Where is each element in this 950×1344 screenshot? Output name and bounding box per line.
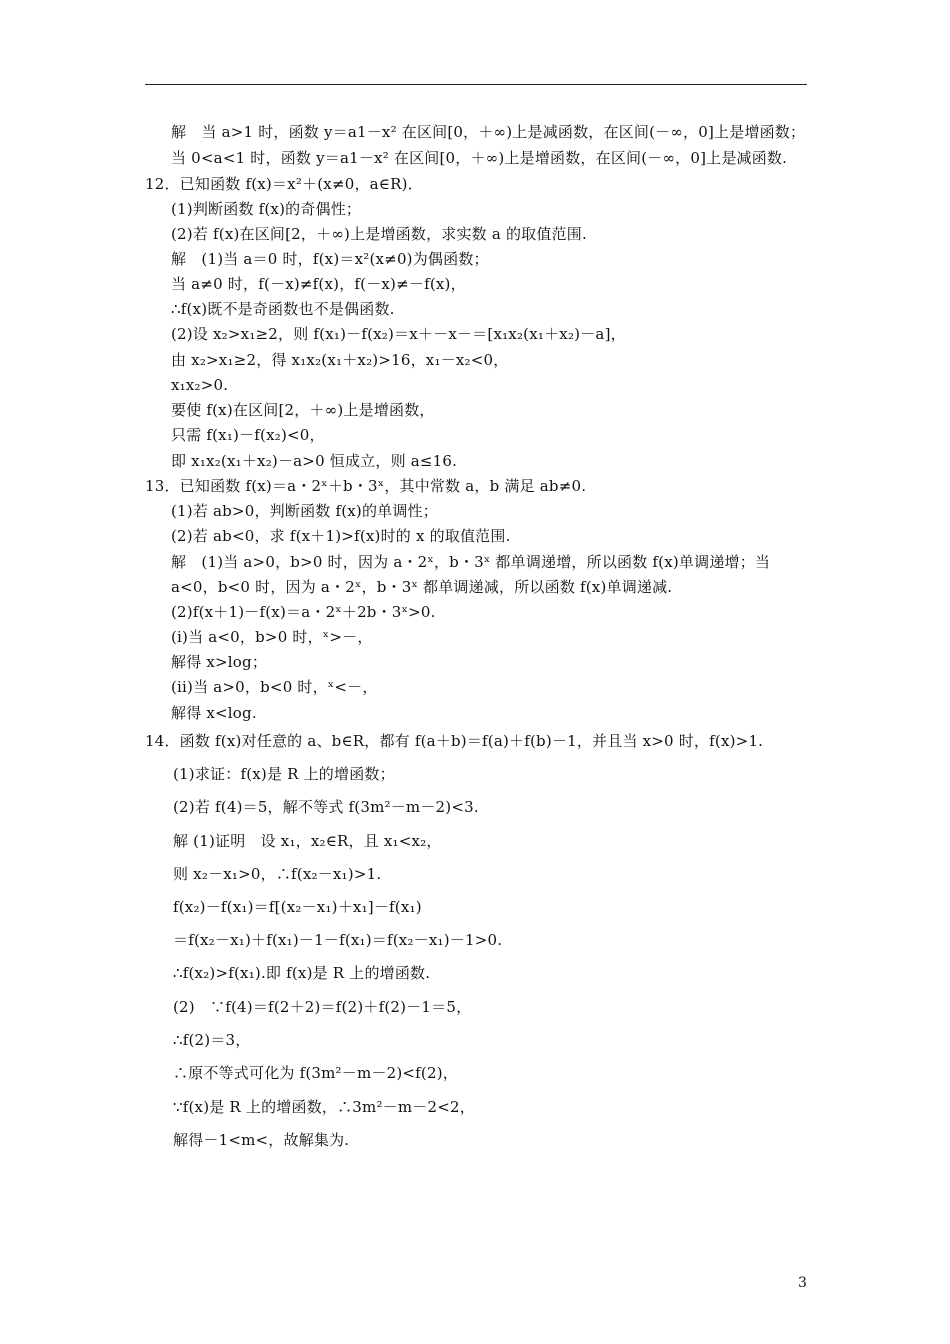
text-line: 解 (1)当 a＝0 时，f(x)＝x²(x≠0)为偶函数； xyxy=(171,250,489,268)
text-line: (1)判断函数 f(x)的奇偶性； xyxy=(171,200,362,218)
text-line: 要使 f(x)在区间[2，＋∞)上是增函数， xyxy=(171,401,435,419)
text-line: 解得－1<m<，故解集为. xyxy=(173,1131,350,1149)
text-line: ＝f(x₂－x₁)＋f(x₁)－1－f(x₁)＝f(x₂－x₁)－1>0. xyxy=(173,931,503,949)
text-line: ∵f(x)是 R 上的增函数，∴3m²－m－2<2， xyxy=(173,1098,475,1116)
text-line: (1)若 ab>0，判断函数 f(x)的单调性； xyxy=(171,502,438,520)
text-line: ∴f(x₂)>f(x₁).即 f(x)是 R 上的增函数. xyxy=(173,964,431,982)
text-line: 解得 x<log. xyxy=(171,704,257,722)
problem-heading: 12．已知函数 f(x)＝x²＋(x≠0，a∈R)． xyxy=(145,175,423,193)
text-line: (i)当 a<0，b>0 时，ˣ>－， xyxy=(171,628,373,646)
text-line: 当 a≠0 时，f(－x)≠f(x)，f(－x)≠－f(x)， xyxy=(171,275,466,293)
text-line: (2)若 f(x)在区间[2，＋∞)上是增函数，求实数 a 的取值范围. xyxy=(171,225,587,243)
text-line: (2) ∵f(4)＝f(2＋2)＝f(2)＋f(2)－1＝5， xyxy=(173,998,472,1016)
page-number: 3 xyxy=(798,1275,807,1291)
text-line: 由 x₂>x₁≥2，得 x₁x₂(x₁＋x₂)>16，x₁－x₂<0， xyxy=(171,351,509,369)
problem-heading: 14．函数 f(x)对任意的 a、b∈R，都有 f(a＋b)＝f(a)＋f(b)－1，并且当 x>0 时，f(x)>1. xyxy=(145,732,764,750)
text-line: (ii)当 a>0，b<0 时，ˣ<－， xyxy=(171,678,378,696)
text-line: ∴原不等式可化为 f(3m²－m－2)<f(2)， xyxy=(173,1064,458,1082)
text-line: (2)f(x＋1)－f(x)＝a・2ˣ＋2b・3ˣ>0. xyxy=(171,603,436,621)
text-line: 只需 f(x₁)－f(x₂)<0， xyxy=(171,426,325,444)
text-line: 解 (1)证明 设 x₁，x₂∈R，且 x₁<x₂， xyxy=(173,832,442,850)
text-line: f(x₂)－f(x₁)＝f[(x₂－x₁)＋x₁]－f(x₁) xyxy=(173,898,422,916)
text-line: 解得 x>log； xyxy=(171,653,268,671)
text-line: (2)若 f(4)＝5，解不等式 f(3m²－m－2)<3. xyxy=(173,798,479,816)
text-line: 即 x₁x₂(x₁＋x₂)－a>0 恒成立，则 a≤16. xyxy=(171,452,458,470)
text-line: ∴f(x)既不是奇函数也不是偶函数. xyxy=(171,300,395,318)
text-line: 解 (1)当 a>0，b>0 时，因为 a・2ˣ，b・3ˣ 都单调递增，所以函数 f(x)单调递增；当 xyxy=(171,553,771,571)
problem-heading: 13．已知函数 f(x)＝a・2ˣ＋b・3ˣ，其中常数 a，b 满足 ab≠0. xyxy=(145,477,587,495)
text-line: 则 x₂－x₁>0，∴f(x₂－x₁)>1. xyxy=(173,865,382,883)
text-line: 当 0<a<1 时，函数 y＝a1－x² 在区间[0，＋∞)上是增函数，在区间(－∞，0]上是减函数. xyxy=(171,149,788,167)
text-line: x₁x₂>0. xyxy=(171,376,229,394)
header-rule xyxy=(145,84,807,85)
text-line: ∴f(2)＝3， xyxy=(173,1031,251,1049)
text-line: a<0，b<0 时，因为 a・2ˣ，b・3ˣ 都单调递减，所以函数 f(x)单调递减. xyxy=(171,578,673,596)
text-line: (1)求证：f(x)是 R 上的增函数； xyxy=(173,765,395,783)
text-line: 解 当 a>1 时，函数 y＝a1－x² 在区间[0，＋∞)上是减函数，在区间(－∞，0]上是增函数； xyxy=(171,123,806,141)
text-line: (2)若 ab<0，求 f(x＋1)>f(x)时的 x 的取值范围. xyxy=(171,527,511,545)
text-line: (2)设 x₂>x₁≥2，则 f(x₁)－f(x₂)＝x＋－x－＝[x₁x₂(x₁＋x₂)－a]， xyxy=(171,325,626,343)
